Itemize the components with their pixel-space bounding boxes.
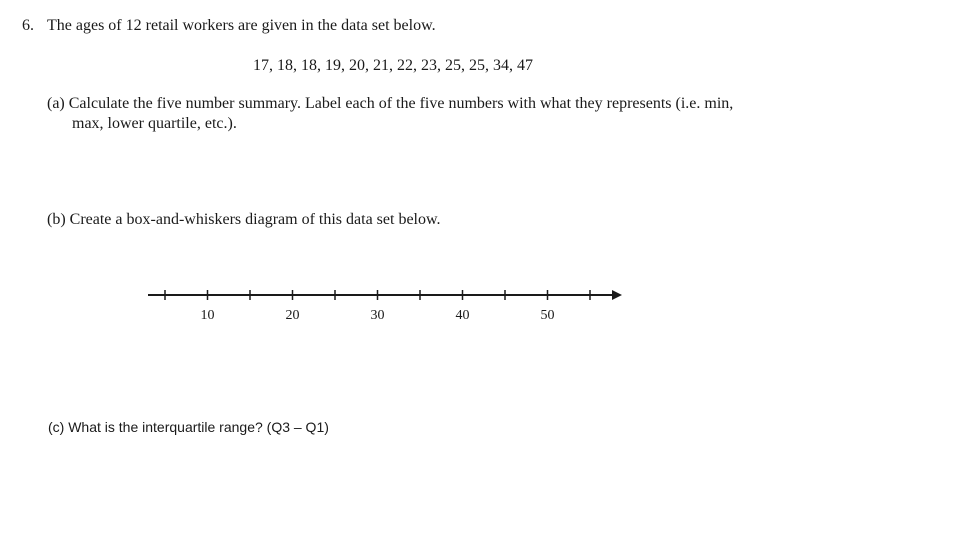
number-line-arrowhead xyxy=(612,290,622,300)
number-line-labels xyxy=(201,308,555,323)
number-line-tick-label: 30 xyxy=(370,308,385,323)
number-line xyxy=(140,280,630,330)
part-a-prompt-line2: max, lower quartile, etc.). xyxy=(72,115,237,132)
question-number: 6. xyxy=(22,17,34,34)
part-c-prompt: (c) What is the interquartile range? (Q3 – Q1) xyxy=(48,419,329,435)
number-line-tick-label: 40 xyxy=(455,308,470,323)
part-a-prompt-line1: (a) Calculate the five number summary. Label each of the five numbers with what they represents (i.e. min, xyxy=(47,95,734,112)
question-stem: The ages of 12 retail workers are given in the data set below. xyxy=(47,17,436,34)
number-line-tick-label: 50 xyxy=(540,308,555,323)
data-set: 17, 18, 18, 19, 20, 21, 22, 23, 25, 25, 34, 47 xyxy=(253,57,533,74)
number-line-tick-label: 10 xyxy=(200,308,215,323)
part-b-prompt: (b) Create a box-and-whiskers diagram of this data set below. xyxy=(47,211,441,228)
number-line-tick-label: 20 xyxy=(285,308,300,323)
